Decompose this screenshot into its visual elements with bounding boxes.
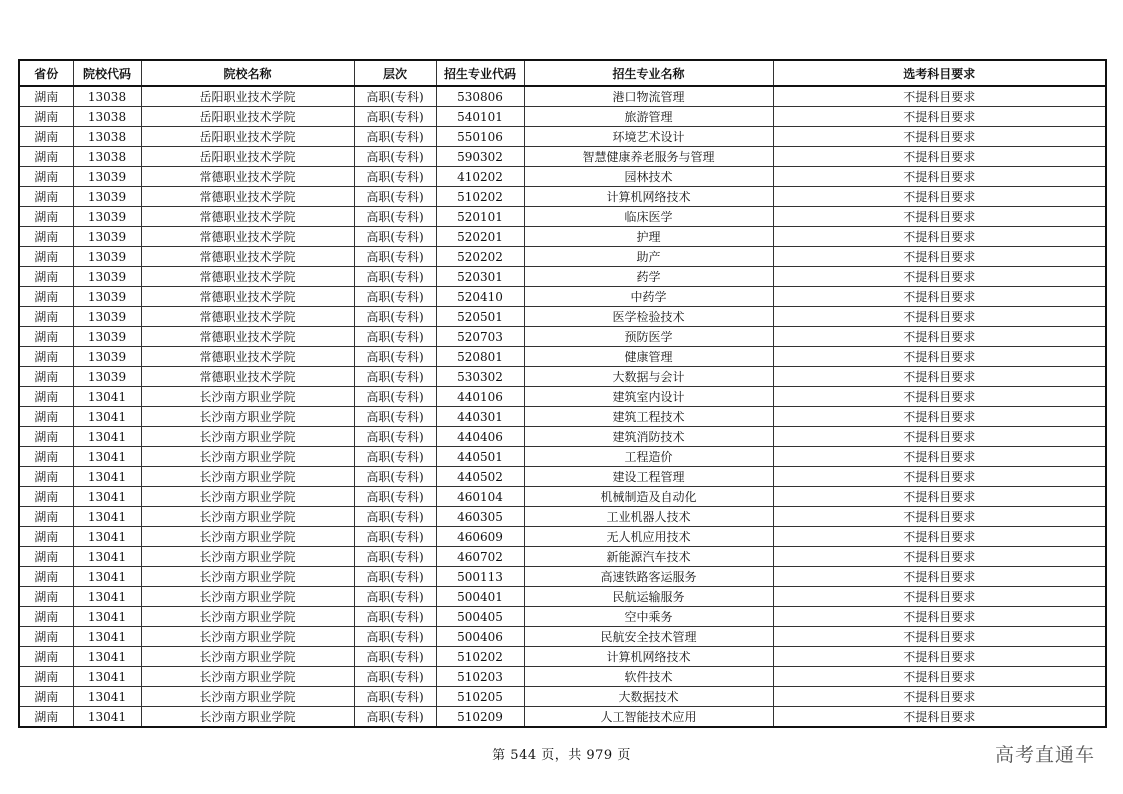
- subject-requirement-cell: 不提科目要求: [773, 607, 1106, 627]
- column-header-subject-requirement: 选考科目要求: [773, 60, 1106, 86]
- province-cell: 湖南: [19, 707, 73, 728]
- major-name-cell: 工程造价: [524, 447, 773, 467]
- province-cell: 湖南: [19, 207, 73, 227]
- major-name-cell: 临床医学: [524, 207, 773, 227]
- major-name-cell: 建设工程管理: [524, 467, 773, 487]
- school-code-cell: 13039: [73, 207, 141, 227]
- subject-requirement-cell: 不提科目要求: [773, 487, 1106, 507]
- column-header-major-name: 招生专业名称: [524, 60, 773, 86]
- province-cell: 湖南: [19, 127, 73, 147]
- major-name-cell: 园林技术: [524, 167, 773, 187]
- school-name-cell: 长沙南方职业学院: [141, 487, 354, 507]
- major-name-cell: 预防医学: [524, 327, 773, 347]
- major-code-cell: 510202: [436, 187, 524, 207]
- major-code-cell: 530302: [436, 367, 524, 387]
- province-cell: 湖南: [19, 407, 73, 427]
- table-row: [19, 387, 1106, 407]
- table-row: [19, 647, 1106, 667]
- level-cell: 高职(专科): [354, 107, 436, 127]
- subject-requirement-cell: 不提科目要求: [773, 207, 1106, 227]
- major-name-cell: 环境艺术设计: [524, 127, 773, 147]
- table-row: [19, 327, 1106, 347]
- province-cell: 湖南: [19, 667, 73, 687]
- major-code-cell: 520101: [436, 207, 524, 227]
- table-row: [19, 307, 1106, 327]
- major-name-cell: 无人机应用技术: [524, 527, 773, 547]
- table-row: [19, 507, 1106, 527]
- major-code-cell: 520202: [436, 247, 524, 267]
- level-cell: 高职(专科): [354, 467, 436, 487]
- province-cell: 湖南: [19, 587, 73, 607]
- level-cell: 高职(专科): [354, 447, 436, 467]
- major-code-cell: 500401: [436, 587, 524, 607]
- school-name-cell: 长沙南方职业学院: [141, 527, 354, 547]
- level-cell: 高职(专科): [354, 167, 436, 187]
- school-name-cell: 岳阳职业技术学院: [141, 147, 354, 167]
- table-row: [19, 227, 1106, 247]
- school-code-cell: 13039: [73, 267, 141, 287]
- major-code-cell: 540101: [436, 107, 524, 127]
- school-code-cell: 13041: [73, 427, 141, 447]
- major-code-cell: 500406: [436, 627, 524, 647]
- level-cell: 高职(专科): [354, 507, 436, 527]
- school-name-cell: 长沙南方职业学院: [141, 667, 354, 687]
- school-name-cell: 岳阳职业技术学院: [141, 107, 354, 127]
- subject-requirement-cell: 不提科目要求: [773, 327, 1106, 347]
- level-cell: 高职(专科): [354, 407, 436, 427]
- major-code-cell: 510209: [436, 707, 524, 728]
- major-name-cell: 旅游管理: [524, 107, 773, 127]
- table-row: [19, 687, 1106, 707]
- major-code-cell: 590302: [436, 147, 524, 167]
- school-code-cell: 13041: [73, 647, 141, 667]
- admission-table: [18, 59, 1107, 728]
- table-header: [19, 60, 1106, 86]
- school-code-cell: 13039: [73, 247, 141, 267]
- province-cell: 湖南: [19, 627, 73, 647]
- level-cell: 高职(专科): [354, 687, 436, 707]
- school-name-cell: 长沙南方职业学院: [141, 407, 354, 427]
- major-name-cell: 计算机网络技术: [524, 647, 773, 667]
- major-name-cell: 人工智能技术应用: [524, 707, 773, 728]
- subject-requirement-cell: 不提科目要求: [773, 147, 1106, 167]
- major-name-cell: 医学检验技术: [524, 307, 773, 327]
- school-code-cell: 13041: [73, 507, 141, 527]
- school-code-cell: 13038: [73, 86, 141, 107]
- major-name-cell: 药学: [524, 267, 773, 287]
- subject-requirement-cell: 不提科目要求: [773, 127, 1106, 147]
- major-name-cell: 民航运输服务: [524, 587, 773, 607]
- major-name-cell: 高速铁路客运服务: [524, 567, 773, 587]
- subject-requirement-cell: 不提科目要求: [773, 167, 1106, 187]
- school-code-cell: 13039: [73, 367, 141, 387]
- table-row: [19, 627, 1106, 647]
- school-code-cell: 13039: [73, 187, 141, 207]
- province-cell: 湖南: [19, 387, 73, 407]
- school-name-cell: 长沙南方职业学院: [141, 427, 354, 447]
- school-name-cell: 长沙南方职业学院: [141, 627, 354, 647]
- subject-requirement-cell: 不提科目要求: [773, 367, 1106, 387]
- province-cell: 湖南: [19, 147, 73, 167]
- table-row: [19, 267, 1106, 287]
- subject-requirement-cell: 不提科目要求: [773, 627, 1106, 647]
- school-code-cell: 13038: [73, 127, 141, 147]
- table-row: [19, 247, 1106, 267]
- table-row: [19, 187, 1106, 207]
- school-code-cell: 13041: [73, 567, 141, 587]
- level-cell: 高职(专科): [354, 627, 436, 647]
- school-name-cell: 长沙南方职业学院: [141, 547, 354, 567]
- subject-requirement-cell: 不提科目要求: [773, 187, 1106, 207]
- school-name-cell: 常德职业技术学院: [141, 187, 354, 207]
- table-row: [19, 467, 1106, 487]
- level-cell: 高职(专科): [354, 707, 436, 728]
- province-cell: 湖南: [19, 607, 73, 627]
- school-code-cell: 13038: [73, 107, 141, 127]
- major-name-cell: 港口物流管理: [524, 86, 773, 107]
- major-code-cell: 520301: [436, 267, 524, 287]
- school-code-cell: 13038: [73, 147, 141, 167]
- school-name-cell: 常德职业技术学院: [141, 327, 354, 347]
- column-header-major-code: 招生专业代码: [436, 60, 524, 86]
- major-code-cell: 520410: [436, 287, 524, 307]
- major-name-cell: 中药学: [524, 287, 773, 307]
- school-code-cell: 13039: [73, 307, 141, 327]
- major-code-cell: 460702: [436, 547, 524, 567]
- school-code-cell: 13039: [73, 287, 141, 307]
- school-code-cell: 13039: [73, 347, 141, 367]
- school-code-cell: 13041: [73, 487, 141, 507]
- province-cell: 湖南: [19, 347, 73, 367]
- column-header-school-code: 院校代码: [73, 60, 141, 86]
- school-name-cell: 常德职业技术学院: [141, 367, 354, 387]
- province-cell: 湖南: [19, 647, 73, 667]
- province-cell: 湖南: [19, 427, 73, 447]
- province-cell: 湖南: [19, 167, 73, 187]
- table-row: [19, 347, 1106, 367]
- major-code-cell: 520201: [436, 227, 524, 247]
- table-row: [19, 587, 1106, 607]
- school-name-cell: 岳阳职业技术学院: [141, 127, 354, 147]
- major-code-cell: 440406: [436, 427, 524, 447]
- subject-requirement-cell: 不提科目要求: [773, 707, 1106, 728]
- level-cell: 高职(专科): [354, 347, 436, 367]
- level-cell: 高职(专科): [354, 607, 436, 627]
- major-code-cell: 460305: [436, 507, 524, 527]
- province-cell: 湖南: [19, 247, 73, 267]
- school-name-cell: 常德职业技术学院: [141, 347, 354, 367]
- level-cell: 高职(专科): [354, 567, 436, 587]
- school-name-cell: 常德职业技术学院: [141, 227, 354, 247]
- subject-requirement-cell: 不提科目要求: [773, 687, 1106, 707]
- level-cell: 高职(专科): [354, 547, 436, 567]
- major-code-cell: 550106: [436, 127, 524, 147]
- school-code-cell: 13041: [73, 447, 141, 467]
- level-cell: 高职(专科): [354, 367, 436, 387]
- school-name-cell: 常德职业技术学院: [141, 287, 354, 307]
- province-cell: 湖南: [19, 86, 73, 107]
- school-code-cell: 13041: [73, 407, 141, 427]
- subject-requirement-cell: 不提科目要求: [773, 107, 1106, 127]
- level-cell: 高职(专科): [354, 487, 436, 507]
- school-name-cell: 长沙南方职业学院: [141, 647, 354, 667]
- school-code-cell: 13041: [73, 687, 141, 707]
- major-code-cell: 520801: [436, 347, 524, 367]
- school-name-cell: 常德职业技术学院: [141, 307, 354, 327]
- province-cell: 湖南: [19, 267, 73, 287]
- subject-requirement-cell: 不提科目要求: [773, 667, 1106, 687]
- school-name-cell: 长沙南方职业学院: [141, 387, 354, 407]
- province-cell: 湖南: [19, 327, 73, 347]
- table-row: [19, 287, 1106, 307]
- province-cell: 湖南: [19, 107, 73, 127]
- school-name-cell: 长沙南方职业学院: [141, 587, 354, 607]
- school-name-cell: 岳阳职业技术学院: [141, 86, 354, 107]
- major-code-cell: 500405: [436, 607, 524, 627]
- level-cell: 高职(专科): [354, 387, 436, 407]
- province-cell: 湖南: [19, 467, 73, 487]
- level-cell: 高职(专科): [354, 427, 436, 447]
- header-row: [19, 60, 1106, 86]
- subject-requirement-cell: 不提科目要求: [773, 507, 1106, 527]
- major-code-cell: 510203: [436, 667, 524, 687]
- table-row: [19, 86, 1106, 107]
- subject-requirement-cell: 不提科目要求: [773, 347, 1106, 367]
- subject-requirement-cell: 不提科目要求: [773, 587, 1106, 607]
- table-row: [19, 427, 1106, 447]
- province-cell: 湖南: [19, 507, 73, 527]
- major-name-cell: 新能源汽车技术: [524, 547, 773, 567]
- table-row: [19, 167, 1106, 187]
- major-code-cell: 460609: [436, 527, 524, 547]
- level-cell: 高职(专科): [354, 207, 436, 227]
- school-code-cell: 13039: [73, 227, 141, 247]
- major-name-cell: 智慧健康养老服务与管理: [524, 147, 773, 167]
- school-name-cell: 长沙南方职业学院: [141, 507, 354, 527]
- major-name-cell: 建筑室内设计: [524, 387, 773, 407]
- subject-requirement-cell: 不提科目要求: [773, 547, 1106, 567]
- level-cell: 高职(专科): [354, 127, 436, 147]
- table-row: [19, 547, 1106, 567]
- major-name-cell: 助产: [524, 247, 773, 267]
- major-code-cell: 520703: [436, 327, 524, 347]
- school-code-cell: 13041: [73, 707, 141, 728]
- table-row: [19, 447, 1106, 467]
- province-cell: 湖南: [19, 447, 73, 467]
- subject-requirement-cell: 不提科目要求: [773, 387, 1106, 407]
- school-code-cell: 13041: [73, 547, 141, 567]
- column-header-level: 层次: [354, 60, 436, 86]
- province-cell: 湖南: [19, 687, 73, 707]
- watermark-text: 高考直通车: [994, 744, 1095, 766]
- school-name-cell: 长沙南方职业学院: [141, 567, 354, 587]
- level-cell: 高职(专科): [354, 187, 436, 207]
- major-code-cell: 460104: [436, 487, 524, 507]
- major-name-cell: 建筑消防技术: [524, 427, 773, 447]
- subject-requirement-cell: 不提科目要求: [773, 247, 1106, 267]
- subject-requirement-cell: 不提科目要求: [773, 447, 1106, 467]
- school-code-cell: 13039: [73, 327, 141, 347]
- major-name-cell: 健康管理: [524, 347, 773, 367]
- level-cell: 高职(专科): [354, 587, 436, 607]
- level-cell: 高职(专科): [354, 667, 436, 687]
- major-code-cell: 530806: [436, 86, 524, 107]
- school-code-cell: 13041: [73, 527, 141, 547]
- table-row: [19, 207, 1106, 227]
- major-code-cell: 510202: [436, 647, 524, 667]
- province-cell: 湖南: [19, 187, 73, 207]
- subject-requirement-cell: 不提科目要求: [773, 227, 1106, 247]
- subject-requirement-cell: 不提科目要求: [773, 307, 1106, 327]
- subject-requirement-cell: 不提科目要求: [773, 567, 1106, 587]
- major-name-cell: 空中乘务: [524, 607, 773, 627]
- province-cell: 湖南: [19, 547, 73, 567]
- level-cell: 高职(专科): [354, 287, 436, 307]
- subject-requirement-cell: 不提科目要求: [773, 86, 1106, 107]
- major-code-cell: 440502: [436, 467, 524, 487]
- table-row: [19, 407, 1106, 427]
- school-code-cell: 13041: [73, 467, 141, 487]
- major-name-cell: 机械制造及自动化: [524, 487, 773, 507]
- subject-requirement-cell: 不提科目要求: [773, 407, 1106, 427]
- table-row: [19, 367, 1106, 387]
- school-code-cell: 13041: [73, 387, 141, 407]
- school-code-cell: 13041: [73, 627, 141, 647]
- level-cell: 高职(专科): [354, 247, 436, 267]
- major-code-cell: 440106: [436, 387, 524, 407]
- subject-requirement-cell: 不提科目要求: [773, 427, 1106, 447]
- subject-requirement-cell: 不提科目要求: [773, 467, 1106, 487]
- table-row: [19, 667, 1106, 687]
- province-cell: 湖南: [19, 527, 73, 547]
- table-row: [19, 147, 1106, 167]
- province-cell: 湖南: [19, 287, 73, 307]
- major-code-cell: 410202: [436, 167, 524, 187]
- school-name-cell: 常德职业技术学院: [141, 207, 354, 227]
- subject-requirement-cell: 不提科目要求: [773, 647, 1106, 667]
- major-name-cell: 护理: [524, 227, 773, 247]
- major-name-cell: 工业机器人技术: [524, 507, 773, 527]
- school-name-cell: 长沙南方职业学院: [141, 687, 354, 707]
- level-cell: 高职(专科): [354, 327, 436, 347]
- province-cell: 湖南: [19, 307, 73, 327]
- school-name-cell: 长沙南方职业学院: [141, 467, 354, 487]
- major-name-cell: 大数据技术: [524, 687, 773, 707]
- province-cell: 湖南: [19, 567, 73, 587]
- table-row: [19, 487, 1106, 507]
- major-name-cell: 民航安全技术管理: [524, 627, 773, 647]
- major-code-cell: 520501: [436, 307, 524, 327]
- subject-requirement-cell: 不提科目要求: [773, 527, 1106, 547]
- subject-requirement-cell: 不提科目要求: [773, 287, 1106, 307]
- level-cell: 高职(专科): [354, 307, 436, 327]
- major-name-cell: 大数据与会计: [524, 367, 773, 387]
- table-body: [19, 86, 1106, 727]
- table-row: [19, 607, 1106, 627]
- table-row: [19, 127, 1106, 147]
- school-name-cell: 常德职业技术学院: [141, 167, 354, 187]
- subject-requirement-cell: 不提科目要求: [773, 267, 1106, 287]
- major-name-cell: 建筑工程技术: [524, 407, 773, 427]
- level-cell: 高职(专科): [354, 227, 436, 247]
- table-row: [19, 707, 1106, 728]
- school-code-cell: 13041: [73, 587, 141, 607]
- table-row: [19, 567, 1106, 587]
- column-header-province: 省份: [19, 60, 73, 86]
- school-name-cell: 长沙南方职业学院: [141, 607, 354, 627]
- level-cell: 高职(专科): [354, 147, 436, 167]
- province-cell: 湖南: [19, 367, 73, 387]
- province-cell: 湖南: [19, 227, 73, 247]
- level-cell: 高职(专科): [354, 267, 436, 287]
- level-cell: 高职(专科): [354, 647, 436, 667]
- table-row: [19, 107, 1106, 127]
- school-code-cell: 13039: [73, 167, 141, 187]
- major-code-cell: 510205: [436, 687, 524, 707]
- major-code-cell: 440301: [436, 407, 524, 427]
- major-name-cell: 计算机网络技术: [524, 187, 773, 207]
- level-cell: 高职(专科): [354, 527, 436, 547]
- school-code-cell: 13041: [73, 667, 141, 687]
- major-name-cell: 软件技术: [524, 667, 773, 687]
- school-name-cell: 常德职业技术学院: [141, 267, 354, 287]
- school-name-cell: 常德职业技术学院: [141, 247, 354, 267]
- level-cell: 高职(专科): [354, 86, 436, 107]
- province-cell: 湖南: [19, 487, 73, 507]
- school-code-cell: 13041: [73, 607, 141, 627]
- major-code-cell: 440501: [436, 447, 524, 467]
- school-name-cell: 长沙南方职业学院: [141, 447, 354, 467]
- table-row: [19, 527, 1106, 547]
- school-name-cell: 长沙南方职业学院: [141, 707, 354, 728]
- page-number: 第 544 页，共 979 页: [492, 748, 631, 763]
- major-code-cell: 500113: [436, 567, 524, 587]
- column-header-school-name: 院校名称: [141, 60, 354, 86]
